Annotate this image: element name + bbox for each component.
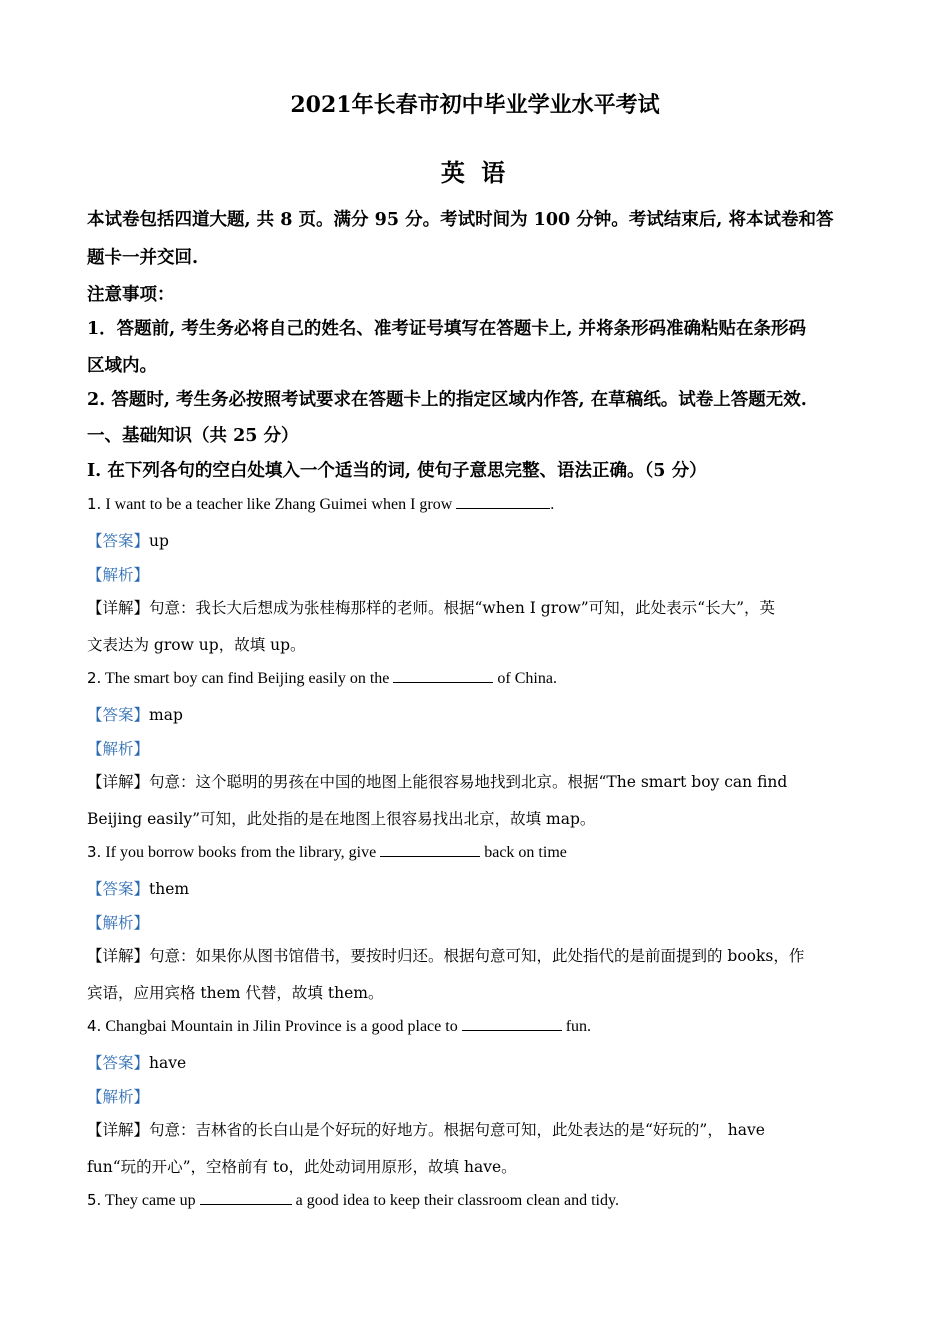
- question-3: [87, 842, 567, 862]
- answer-label: 【答案】: [87, 706, 150, 724]
- detail-3-b: 宾语，应用宾格 them 代替，故填 them。: [87, 984, 384, 1002]
- question-text-end: a good idea to keep their classroom clean and tidy.: [291, 1192, 619, 1209]
- question-number: 5.: [87, 1191, 102, 1209]
- analysis-label-2: 【解析】: [87, 740, 150, 758]
- answer-blank: [380, 842, 480, 857]
- question-text: They came up: [101, 1192, 200, 1209]
- notice-2: 2. 答题时, 考生务必按照考试要求在答题卡上的指定区域内作答, 在草稿纸。试卷上答题无效.: [87, 390, 807, 410]
- question-text: The smart boy can find Beijing easily on the: [101, 670, 394, 687]
- intro-line-1: 本试卷包括四道大题, 共 8 页。满分 95 分。考试时间为 100 分钟。考试结束后, 将本试卷和答: [87, 210, 834, 230]
- answer-value: up: [149, 532, 169, 550]
- question-number: 4.: [87, 1017, 102, 1035]
- section-heading: 一、基础知识（共 25 分）: [87, 426, 299, 446]
- answer-label: 【答案】: [87, 532, 150, 550]
- answer-1: [87, 529, 169, 551]
- question-text-end: back on time: [480, 844, 567, 861]
- question-text: If you borrow books from the library, give: [101, 844, 381, 861]
- question-number: 2.: [87, 669, 102, 687]
- answer-2: [87, 703, 183, 725]
- question-4: [87, 1016, 591, 1036]
- notice-title: 注意事项：: [87, 285, 175, 305]
- question-number: 3.: [87, 843, 102, 861]
- detail-2-a: 【详解】句意：这个聪明的男孩在中国的地图上能很容易地找到北京。根据“The smart boy can find: [87, 773, 788, 791]
- part-heading: I. 在下列各句的空白处填入一个适当的词, 使句子意思完整、语法正确。（5 分）: [87, 461, 707, 481]
- question-text: I want to be a teacher like Zhang Guimei when I grow: [101, 496, 457, 513]
- exam-title: 2021年长春市初中毕业学业水平考试: [290, 92, 660, 118]
- answer-3: [87, 877, 189, 899]
- question-1: [87, 494, 554, 514]
- answer-4: [87, 1051, 186, 1073]
- question-text-end: of China.: [493, 670, 557, 687]
- answer-blank: [393, 668, 493, 683]
- question-number: 1.: [87, 495, 102, 513]
- analysis-label-3: 【解析】: [87, 914, 150, 932]
- question-text-end: fun.: [561, 1018, 592, 1035]
- answer-blank: [462, 1016, 562, 1031]
- subject-title: 英 语: [440, 158, 510, 187]
- question-text-end: .: [550, 496, 555, 513]
- notice-1-a: 1．答题前, 考生务必将自己的姓名、准考证号填写在答题卡上, 并将条形码准确粘贴在条形码: [87, 319, 807, 339]
- answer-blank: [200, 1190, 292, 1205]
- detail-3-a: 【详解】句意：如果你从图书馆借书，要按时归还。根据句意可知，此处指代的是前面提到的 books，作: [87, 947, 805, 965]
- detail-1-b: 文表达为 grow up，故填 up。: [87, 636, 306, 654]
- answer-value: have: [149, 1054, 187, 1072]
- detail-4-b: fun“玩的开心”，空格前有 to，此处动词用原形，故填 have。: [87, 1158, 517, 1176]
- answer-blank: [456, 494, 550, 509]
- question-5: [87, 1190, 619, 1210]
- question-text: Changbai Mountain in Jilin Province is a good place to: [101, 1018, 462, 1035]
- analysis-label-1: 【解析】: [87, 566, 150, 584]
- analysis-label-4: 【解析】: [87, 1088, 150, 1106]
- detail-1-a: 【详解】句意：我长大后想成为张桂梅那样的老师。根据“when I grow”可知，此处表示“长大”，英: [87, 599, 776, 617]
- detail-2-b: Beijing easily”可知，此处指的是在地图上很容易找出北京，故填 map。: [87, 810, 596, 828]
- notice-1-b: 区域内。: [87, 356, 157, 376]
- intro-line-2: 题卡一并交回.: [87, 248, 199, 268]
- question-2: [87, 668, 557, 688]
- answer-value: map: [149, 706, 183, 724]
- answer-label: 【答案】: [87, 1054, 150, 1072]
- answer-label: 【答案】: [87, 880, 150, 898]
- detail-4-a: 【详解】句意：吉林省的长白山是个好玩的好地方。根据句意可知，此处表达的是“好玩的”， have: [87, 1121, 765, 1139]
- answer-value: them: [149, 880, 190, 898]
